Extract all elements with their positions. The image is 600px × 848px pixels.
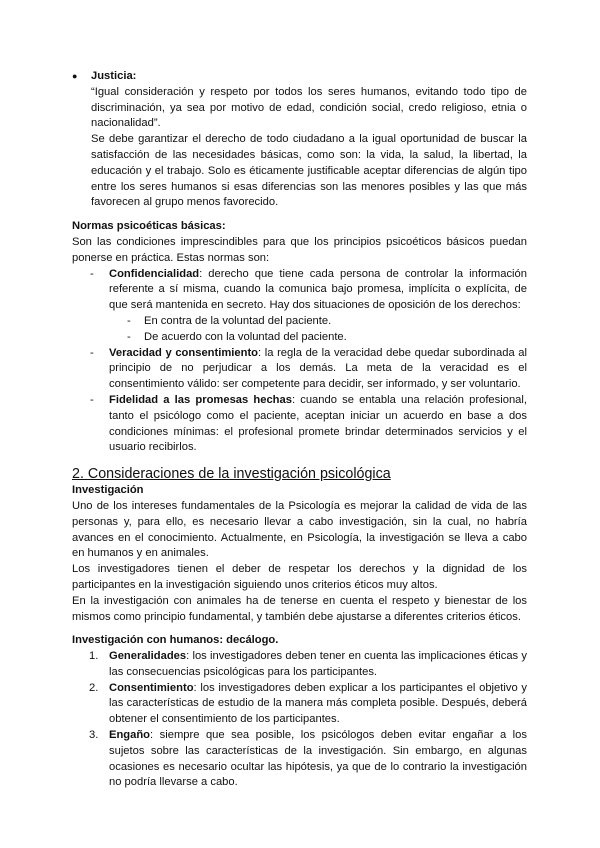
item-text: : los investigadores deben tener en cuenta las implicaciones éticas y las consecuencias psicológicas para los participantes. [109,650,527,678]
justicia-block [72,69,527,211]
section-title: 2. Consideraciones de la investigación psicológica [72,466,391,483]
item-term: Confidencialidad [109,267,200,280]
normas-list [72,267,527,457]
list-item [72,393,527,456]
list-item [72,314,527,330]
item-text: : siempre que sea posible, los psicólogos deben evitar engañar a los sujetos sobre las características de la investigación. Sin embargo, en algunas ocasiones es necesario ocultar las hipótesis, ya que de lo contrario la investigación no podría llevarse a cabo. [109,729,527,789]
item-text: De acuerdo con la voluntad del paciente. [144,330,347,343]
list-item [72,649,527,681]
item-term: Veracidad y consentimiento [109,346,259,359]
list-item [72,267,527,314]
decalogo-heading: Investigación con humanos: decálogo. [72,634,279,647]
dash-icon: - [127,330,131,343]
item-text: : los investigadores deben explicar a los participantes el objetivo y las características de estudio de la manera más completa posible. Después, deberá obtener el consentimiento de los participantes. [109,681,527,726]
document-page [72,69,527,791]
justicia-heading: Justicia: [91,70,137,82]
list-item [72,681,527,728]
list-item [72,728,527,791]
investigacion-paragraph-3: En la investigación con animales ha de tenerse en cuenta el respeto y bienestar de los mismos como principio fundamental, y también debe ajustarse a diferentes criterios éticos. [72,594,527,623]
investigacion-paragraph-1: Uno de los intereses fundamentales de la Psicología es mejorar la calidad de vida de las personas y, para ello, es necesario llevar a cabo investigación, sin la cual, no habría avances en el conocimiento. Actualmente, en Psicología, la investigación se lleva a cabo en humanos y en animales. [72,499,527,560]
dash-icon: - [127,314,131,327]
item-term: Consentimiento [109,681,194,694]
item-term: Fidelidad a las promesas hechas [109,393,292,406]
item-term: Generalidades [109,650,187,663]
item-text: En contra de la voluntad del paciente. [144,314,332,327]
dash-icon: - [90,346,94,359]
item-text: : la regla de la veracidad debe quedar subordinada al principio de no perjudicar a los demás. La meta de la veracidad es el consentimiento válido: ser competente para decidir, ser informado, y ser voluntario. [109,346,527,391]
dash-icon: - [90,267,94,280]
dash-icon: - [90,393,94,406]
decalogo-list [72,649,527,791]
item-number: 1. [89,650,99,663]
item-number: 2. [89,681,99,694]
item-term: Engaño [109,729,151,742]
justicia-text: Se debe garantizar el derecho de todo ciudadano a la igual oportunidad de buscar la satisfacción de las necesidades básicas, como son: la vida, la salud, la libertad, la educación y el trabajo. Solo es éticamente justificable aceptar diferencias de algún tipo entre los seres humanos si esas diferencias son las menores posibles y las que más favorecen al grupo menos favorecido. [91,133,527,209]
item-text: : cuando se entabla una relación profesional, tanto el psicólogo como el paciente, aceptan iniciar un acuerdo en base a dos condiciones mínimas: el profesional promete brindar determinados servicios y el usuario recibirlos. [109,393,527,454]
justicia-quote: “Igual consideración y respeto por todos los seres humanos, evitando todo tipo de discriminación, ya sea por motivo de edad, condición social, credo religioso, etnia o nacionalidad”. [91,85,527,130]
list-item [72,330,527,346]
normas-heading: Normas psicoéticas básicas: [72,220,226,233]
item-number: 3. [89,729,99,742]
normas-intro: Son las condiciones imprescindibles para que los principios psicoéticos básicos puedan ponerse en práctica. Estas normas son: [72,235,527,264]
bullet-icon: ● [72,71,78,81]
investigacion-heading: Investigación [72,484,144,497]
item-text: : derecho que tiene cada persona de controlar la información referente a sí misma, cuando la comunica bajo promesa, implícita o explícita, de que será mantenida en secreto. Hay dos situaciones de oposición de los derechos: [109,267,527,312]
list-item [72,346,527,393]
investigacion-paragraph-2: Los investigadores tienen el deber de respetar los derechos y la dignidad de los participantes en la investigación siguiendo unos criterios éticos muy altos. [72,563,527,591]
